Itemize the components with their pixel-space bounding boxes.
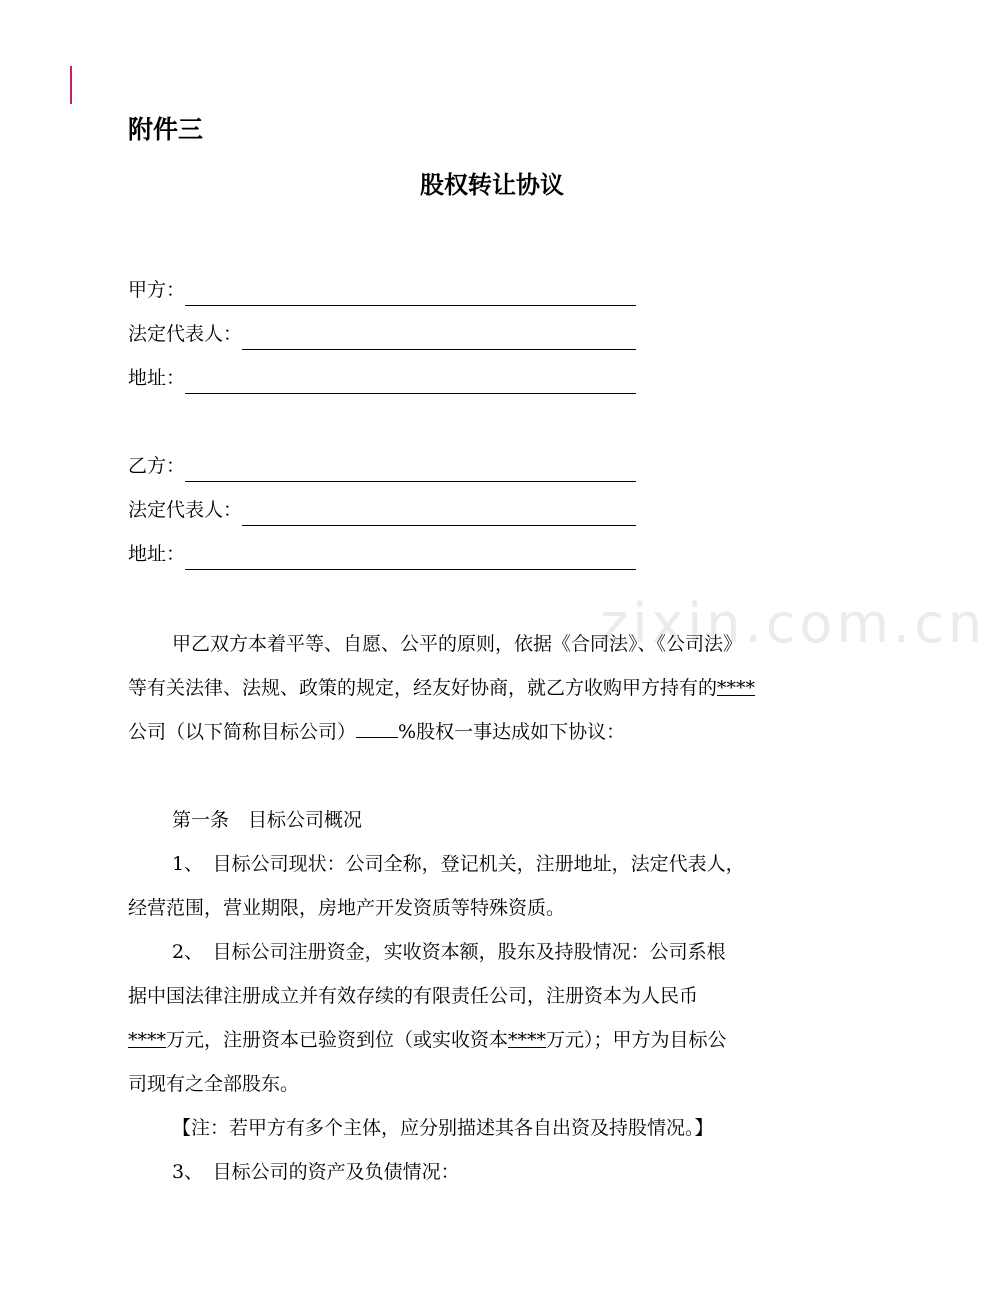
party-b-address-line[interactable] xyxy=(185,543,636,570)
party-a-rep-label: 法定代表人： xyxy=(128,323,243,345)
article-1-heading: 第一条 目标公司概况 xyxy=(172,809,363,831)
party-a-rep-field[interactable] xyxy=(128,318,636,350)
preamble-line-3 xyxy=(128,710,804,754)
party-b-name-field[interactable] xyxy=(128,450,636,482)
attachment-label: 附件三 xyxy=(128,115,204,144)
party-a-name-label: 甲方： xyxy=(128,279,186,301)
preamble-line-1: 甲乙双方本着平等、自愿、公平的原则，依据《合同法》、《公司法》 xyxy=(172,633,743,655)
item-2-line-3-post: 万元）；甲方为目标公 xyxy=(546,1029,727,1051)
note: 【注：若甲方有多个主体，应分别描述其各自出资及持股情况。】 xyxy=(172,1117,714,1139)
party-a-rep-line[interactable] xyxy=(242,323,636,350)
preamble-line-3-pre: 公司（以下简称目标公司） xyxy=(128,721,357,743)
masked-registered-capital: **** xyxy=(128,1029,166,1051)
preamble-line-2 xyxy=(128,666,804,710)
item-2-line-3-mid: 万元，注册资本已验资到位（或实收资本 xyxy=(166,1029,509,1051)
party-b-rep-label: 法定代表人： xyxy=(128,499,243,521)
party-b-rep-line[interactable] xyxy=(242,499,636,526)
party-b-name-label: 乙方： xyxy=(128,455,186,477)
item-1-line-1: 1、 目标公司现状：公司全称，登记机关，注册地址，法定代表人， xyxy=(172,853,745,875)
party-b-rep-field[interactable] xyxy=(128,494,636,526)
party-a-address-field[interactable] xyxy=(128,362,636,394)
watermark: zixin.com.cn xyxy=(600,592,986,655)
party-a-name-field[interactable] xyxy=(128,274,636,306)
item-2-line-2: 据中国法律注册成立并有效存续的有限责任公司，注册资本为人民币 xyxy=(128,985,699,1007)
party-b-address-field[interactable] xyxy=(128,538,636,570)
party-a-address-line[interactable] xyxy=(185,367,636,394)
item-2-line-3 xyxy=(128,1018,804,1062)
party-b-name-line[interactable] xyxy=(185,455,636,482)
item-2-line-4: 司现有之全部股东。 xyxy=(128,1073,300,1095)
party-a-name-line[interactable] xyxy=(185,279,636,306)
item-3: 3、 目标公司的资产及负债情况： xyxy=(172,1161,460,1183)
masked-paid-in-capital: **** xyxy=(508,1029,547,1051)
party-a-address-label: 地址： xyxy=(128,367,186,389)
item-2-line-1: 2、 目标公司注册资金，实收资本额，股东及持股情况：公司系根 xyxy=(172,941,726,963)
margin-mark xyxy=(70,66,72,104)
masked-company-name: **** xyxy=(717,677,756,699)
document-title: 股权转让协议 xyxy=(420,170,564,199)
party-b-address-label: 地址： xyxy=(128,543,186,565)
equity-percent-blank[interactable] xyxy=(356,717,398,738)
preamble-line-2-text: 等有关法律、法规、政策的规定，经友好协商，就乙方收购甲方持有的 xyxy=(128,677,718,699)
preamble-line-3-post: %股权一事达成如下协议： xyxy=(398,721,626,743)
item-1-line-2: 经营范围，营业期限，房地产开发资质等特殊资质。 xyxy=(128,897,566,919)
